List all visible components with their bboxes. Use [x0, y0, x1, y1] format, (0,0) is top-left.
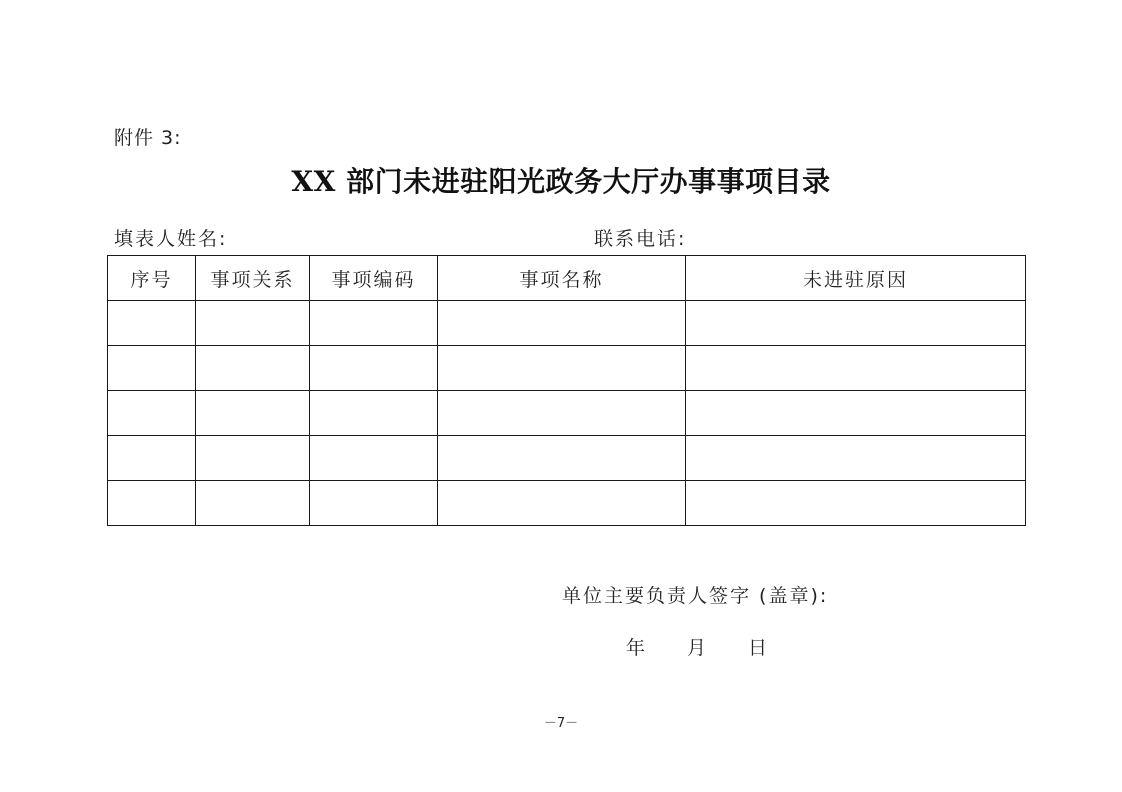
- header-item-code: 事项编码: [310, 256, 438, 301]
- table-cell: [438, 436, 686, 481]
- table-cell: [310, 301, 438, 346]
- date-line: [626, 633, 767, 660]
- header-item-relation: 事项关系: [196, 256, 310, 301]
- signature-line: 单位主要负责人签字 (盖章):: [562, 585, 829, 607]
- date-year-label: 年: [626, 637, 646, 659]
- table-cell: [438, 301, 686, 346]
- table-cell: [686, 301, 1026, 346]
- table-row: [108, 436, 1026, 481]
- contact-phone-field: 联系电话:: [594, 228, 687, 250]
- filler-name-field: 填表人姓名:: [114, 228, 228, 250]
- table-cell: [438, 391, 686, 436]
- header-not-stationed-reason: 未进驻原因: [686, 256, 1026, 301]
- table-cell: [108, 346, 196, 391]
- date-day-label: 日: [748, 637, 768, 659]
- table-header-row: [108, 256, 1026, 301]
- table-cell: [686, 391, 1026, 436]
- table-cell: [108, 391, 196, 436]
- table-cell: [310, 481, 438, 526]
- table-cell: [196, 346, 310, 391]
- table-cell: [686, 481, 1026, 526]
- page-title: XX 部门未进驻阳光政务大厅办事事项目录: [291, 165, 831, 198]
- table-cell: [686, 346, 1026, 391]
- table-cell: [310, 436, 438, 481]
- table-cell: [108, 481, 196, 526]
- items-table: [107, 255, 1026, 526]
- table-cell: [108, 436, 196, 481]
- table-cell: [438, 346, 686, 391]
- table-cell: [310, 346, 438, 391]
- table-cell: [686, 436, 1026, 481]
- header-item-name: 事项名称: [438, 256, 686, 301]
- table-row: [108, 391, 1026, 436]
- date-month-label: 月: [687, 637, 707, 659]
- table-row: [108, 301, 1026, 346]
- attachment-label: 附件 3:: [114, 127, 182, 149]
- table-cell: [438, 481, 686, 526]
- header-serial-number: 序号: [108, 256, 196, 301]
- table-cell: [196, 436, 310, 481]
- page-number: －7－: [543, 716, 579, 731]
- table-cell: [196, 301, 310, 346]
- table-cell: [196, 391, 310, 436]
- table-row: [108, 346, 1026, 391]
- table-cell: [108, 301, 196, 346]
- table-cell: [310, 391, 438, 436]
- table-row: [108, 481, 1026, 526]
- table-cell: [196, 481, 310, 526]
